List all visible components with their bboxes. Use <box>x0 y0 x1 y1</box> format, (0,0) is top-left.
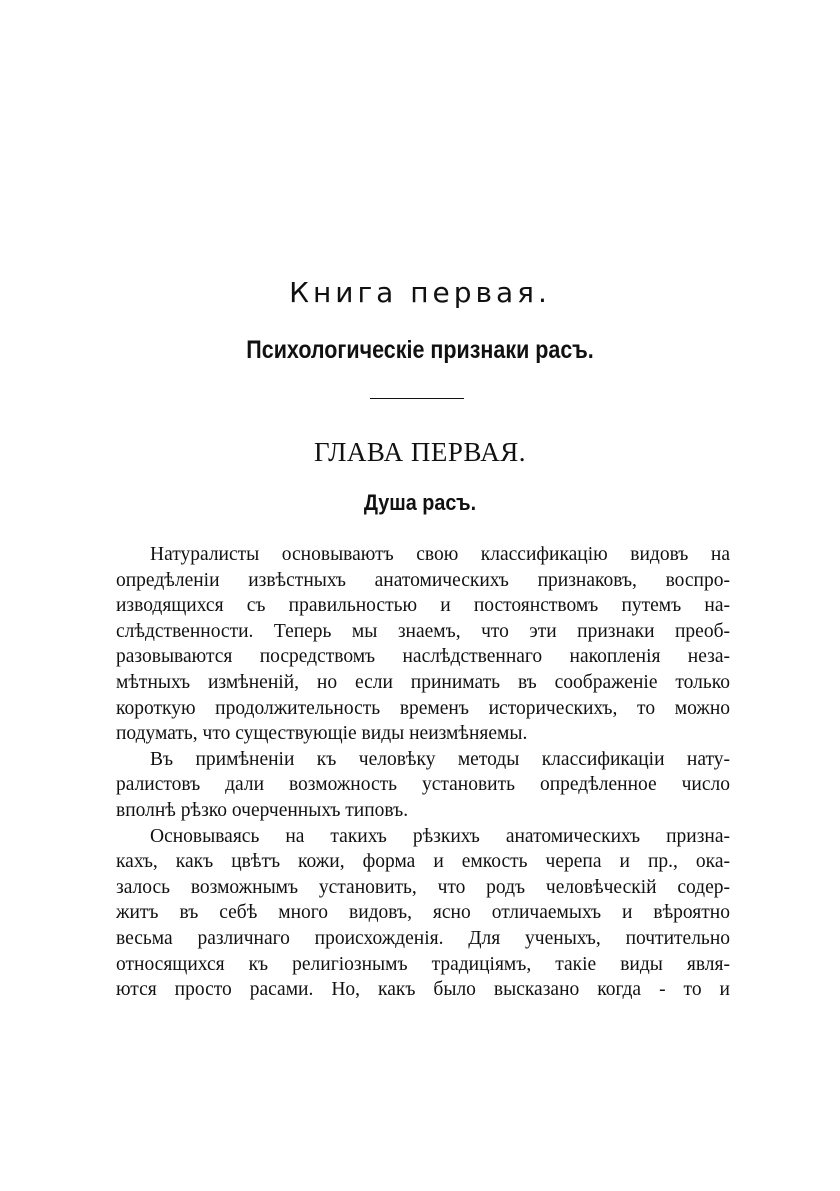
chapter-title: ГЛАВА ПЕРВАЯ. <box>313 437 527 467</box>
text-line: Въ примѣненіи къ человѣку методы классификаціи нату- <box>150 748 730 770</box>
text-line: ралистовъ дали возможность установить опредѣленное число <box>116 774 730 796</box>
title-divider <box>370 398 464 399</box>
text-line: вполнѣ рѣзко очерченныхъ типовъ. <box>116 799 409 821</box>
text-line: относящихся къ религіознымъ традиціямъ, такіе виды явля- <box>116 953 730 975</box>
text-line: Основываясь на такихъ рѣзкихъ анатомическихъ призна- <box>150 825 730 847</box>
part-title: Психологическіе признаки расъ. <box>246 336 594 364</box>
text-line: кахъ, какъ цвѣтъ кожи, форма и емкость черепа и пр., ока- <box>116 851 730 873</box>
text-line: залось возможнымъ установить, что родъ человѣческій содер- <box>116 876 730 898</box>
chapter-subtitle: Душа расъ. <box>363 490 477 515</box>
text-line: разовываются посредствомъ наслѣдственнаго накопленія неза- <box>116 646 730 668</box>
text-line: ются просто расами. Но, какъ было высказано когда - то и <box>116 979 730 1001</box>
text-line: слѣдственности. Теперь мы знаемъ, что эти признаки преоб- <box>116 620 730 642</box>
text-line: житъ въ себѣ много видовъ, ясно отличаемыхъ и вѣроятно <box>116 902 730 924</box>
book-title: Книга первая. <box>289 276 551 309</box>
text-line: опредѣленіи извѣстныхъ анатомическихъ признаковъ, воспро- <box>116 569 730 591</box>
text-line: весьма различнаго происхожденія. Для ученыхъ, почтительно <box>116 927 730 949</box>
text-line: изводящихся съ правильностью и постоянствомъ путемъ на- <box>116 595 730 617</box>
text-line: короткую продолжительность временъ историческихъ, то можно <box>116 697 730 719</box>
text-line: подумать, что существующіе виды неизмѣняемы. <box>116 723 528 745</box>
body-text <box>116 542 730 1003</box>
text-line: мѣтныхъ измѣненій, но если принимать въ соображеніе только <box>116 671 730 693</box>
text-line: Натуралисты основываютъ свою классификацію видовъ на <box>150 544 730 565</box>
